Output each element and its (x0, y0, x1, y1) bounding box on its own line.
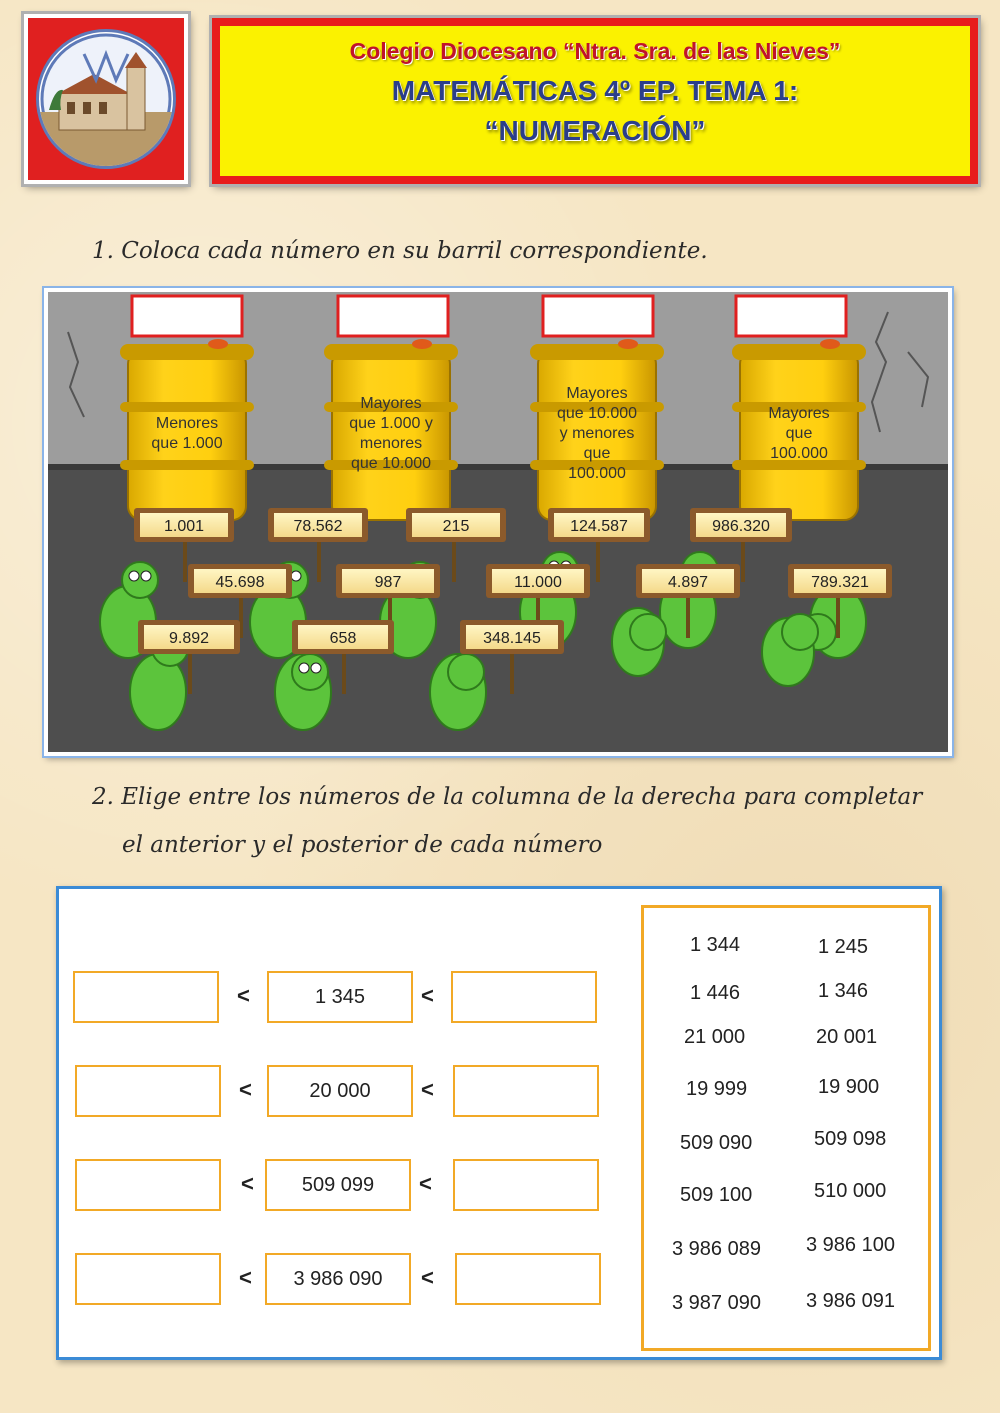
number-sign-1-value: 1.001 (163, 518, 205, 535)
option-item[interactable]: 509 090 (680, 1132, 753, 1154)
number-sign-11-value: 9.892 (168, 630, 210, 647)
option-item[interactable]: 3 986 100 (806, 1234, 895, 1256)
drop-zone-3[interactable] (543, 296, 653, 336)
exercise1-instruction: 1. Coloca cada número en su barril correspondiente. (92, 238, 708, 264)
number-sign-6-value: 45.698 (215, 574, 265, 591)
page-subtitle: “NUMERACIÓN” (484, 115, 706, 146)
less-than-sign: < (239, 1265, 252, 1290)
number-sign-8-value: 11.000 (514, 574, 562, 591)
school-logo (36, 29, 176, 169)
barrel-4-label-line-1: Mayores (768, 405, 830, 422)
given-number-2: 20 000 (267, 1065, 413, 1117)
previous-number-input-4[interactable] (75, 1253, 221, 1305)
next-number-input-1[interactable] (451, 971, 597, 1023)
number-sign-4[interactable] (548, 508, 650, 542)
number-sign-6[interactable] (188, 564, 292, 598)
given-number-4: 3 986 090 (265, 1253, 411, 1305)
barrel-3-label-line-2: que 10.000 (556, 405, 638, 422)
option-item[interactable]: 509 098 (814, 1128, 887, 1150)
option-item[interactable]: 19 900 (818, 1076, 880, 1098)
number-sign-7-value: 987 (374, 574, 402, 591)
option-item[interactable]: 3 986 089 (672, 1238, 761, 1260)
less-than-sign: < (239, 1077, 252, 1102)
drop-zone-4[interactable] (736, 296, 846, 336)
barrel-2-label-line-2: que 1.000 y (349, 415, 433, 432)
sequence-row-2 (59, 1065, 619, 1119)
school-emblem-icon (39, 32, 173, 166)
number-sign-1[interactable] (134, 508, 234, 542)
exercise2-panel (56, 886, 942, 1360)
given-number-1: 1 345 (267, 971, 413, 1023)
option-item[interactable]: 510 000 (814, 1180, 887, 1202)
next-number-input-3[interactable] (453, 1159, 599, 1211)
option-item[interactable]: 1 446 (690, 982, 741, 1004)
drop-zone-1[interactable] (132, 296, 242, 336)
option-item[interactable]: 21 000 (684, 1026, 746, 1048)
barrel-3-label-line-5: 100.000 (568, 465, 626, 482)
exercise2-instruction-line-2: el anterior y el posterior de cada número (122, 832, 603, 858)
barrel-4-label-line-2: que (785, 425, 813, 442)
number-sign-4-value: 124.587 (570, 518, 628, 535)
number-sign-7[interactable] (336, 564, 440, 598)
barrel-1-label-line-1: Menores (155, 415, 219, 432)
number-sign-9[interactable] (636, 564, 740, 598)
barrel-2-label-line-3: menores (359, 435, 423, 452)
previous-number-input-2[interactable] (75, 1065, 221, 1117)
drop-zone-2[interactable] (338, 296, 448, 336)
number-sign-10-value: 789.321 (811, 574, 869, 591)
number-sign-12[interactable] (292, 620, 394, 654)
previous-number-input-3[interactable] (75, 1159, 221, 1211)
school-logo-frame (24, 14, 188, 184)
exercise2-instruction-line-1: 2. Elige entre los números de la columna de la derecha para completar (92, 784, 923, 810)
sequence-row-1 (59, 971, 619, 1025)
option-item[interactable]: 1 245 (818, 936, 869, 958)
barrel-game-scene (44, 288, 952, 756)
number-sign-3[interactable] (406, 508, 506, 542)
less-than-sign: < (421, 1265, 434, 1290)
barrel-4-label-line-3: 100.000 (770, 445, 828, 462)
less-than-sign: < (237, 983, 250, 1008)
number-sign-5[interactable] (690, 508, 792, 542)
number-sign-13-value: 348.145 (483, 630, 541, 647)
number-sign-9-value: 4.897 (667, 574, 709, 591)
page-title: MATEMÁTICAS 4º EP. TEMA 1: (391, 75, 799, 106)
number-sign-13[interactable] (460, 620, 564, 654)
barrel-3-label-line-4: que (583, 445, 611, 462)
number-sign-3-value: 215 (442, 518, 470, 535)
sequence-row-3 (59, 1159, 619, 1213)
option-item[interactable]: 509 100 (680, 1184, 753, 1206)
given-number-3: 509 099 (265, 1159, 411, 1211)
option-item[interactable]: 19 999 (686, 1078, 748, 1100)
number-sign-10[interactable] (788, 564, 892, 598)
barrel-game-canvas (48, 292, 948, 752)
school-name: Colegio Diocesano “Ntra. Sra. de las Nieves” (349, 38, 841, 64)
barrel-1-label-line-2: que 1.000 (151, 435, 223, 452)
option-item[interactable]: 1 346 (818, 980, 869, 1002)
number-sign-2-value: 78.562 (293, 518, 343, 535)
barrel-2-label-line-4: que 10.000 (350, 455, 432, 472)
less-than-sign: < (241, 1171, 254, 1196)
less-than-sign: < (419, 1171, 432, 1196)
barrel-2-label-line-1: Mayores (360, 395, 422, 412)
option-item[interactable]: 3 986 091 (806, 1290, 895, 1312)
number-sign-2[interactable] (268, 508, 368, 542)
next-number-input-2[interactable] (453, 1065, 599, 1117)
less-than-sign: < (421, 1077, 434, 1102)
number-sign-5-value: 986.320 (712, 518, 770, 535)
number-sign-11[interactable] (138, 620, 240, 654)
option-item[interactable]: 1 344 (690, 934, 741, 956)
less-than-sign: < (421, 983, 434, 1008)
number-sign-8[interactable] (486, 564, 590, 598)
previous-number-input-1[interactable] (73, 971, 219, 1023)
option-item[interactable]: 20 001 (816, 1026, 878, 1048)
next-number-input-4[interactable] (455, 1253, 601, 1305)
barrel-3-label-line-1: Mayores (566, 385, 628, 402)
answer-options-box (641, 905, 931, 1351)
number-sign-12-value: 658 (329, 630, 357, 647)
option-item[interactable]: 3 987 090 (672, 1292, 761, 1314)
barrel-3-label-line-3: y menores (559, 425, 635, 442)
sequence-row-4 (59, 1253, 619, 1307)
header-banner (212, 18, 978, 184)
